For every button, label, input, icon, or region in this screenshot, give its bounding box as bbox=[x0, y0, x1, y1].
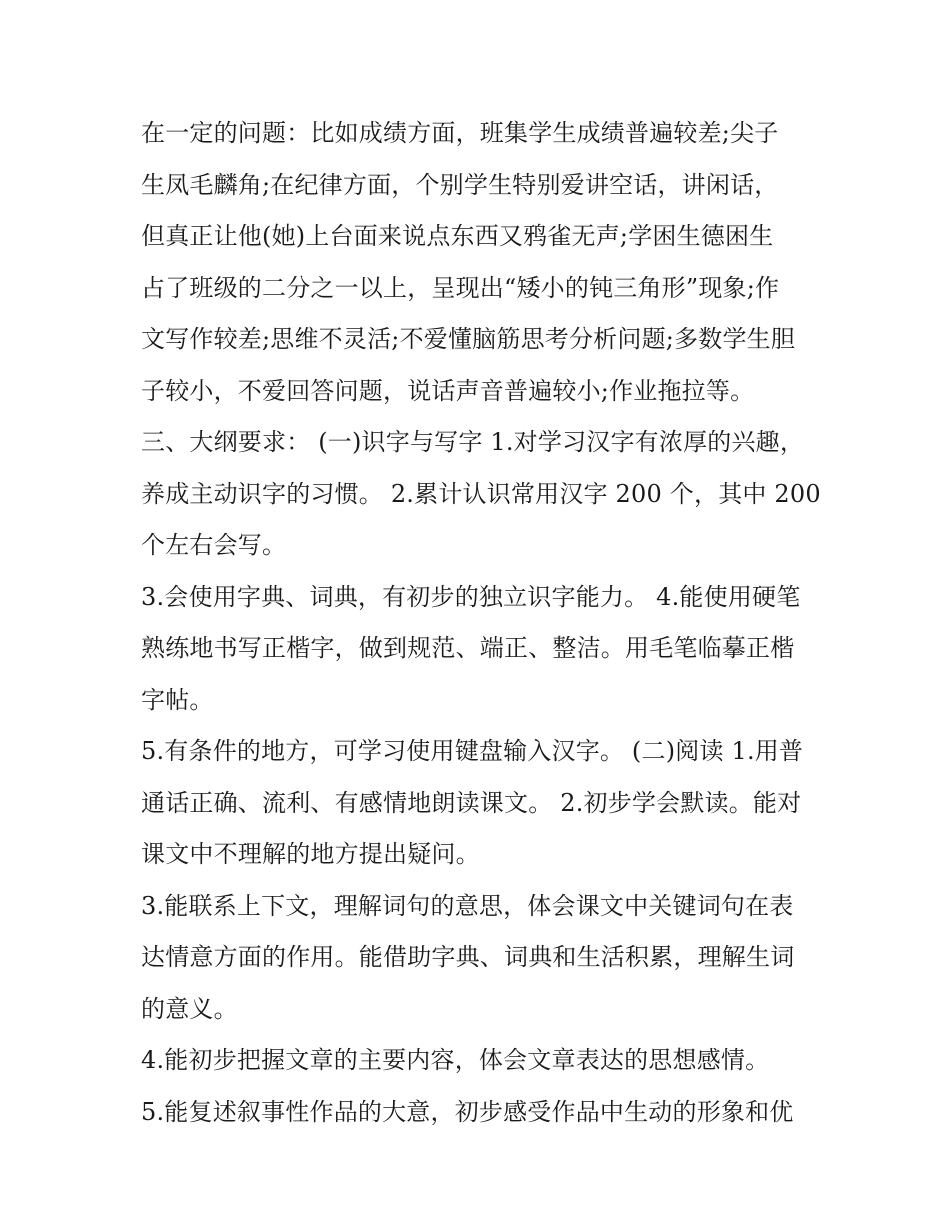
text-line: 养成主动识字的习惯。 2.累计认识常用汉字 200 个，其中 200 bbox=[141, 479, 821, 508]
text-line: 占了班级的二分之一以上，呈现出“矮小的钝三角形”现象;作 bbox=[141, 273, 780, 302]
document-body bbox=[141, 108, 821, 1138]
text-line: 熟练地书写正楷字，做到规范、端正、整洁。用毛笔临摹正楷 bbox=[141, 634, 795, 662]
text-line: 字帖。 bbox=[141, 685, 214, 714]
text-line: 文写作较差;思维不灵活;不爱懂脑筋思考分析问题;多数学生胆 bbox=[141, 325, 796, 353]
text-line: 5.有条件的地方，可学习使用键盘输入汉字。 (二)阅读 1.用普 bbox=[141, 737, 804, 765]
text-line: 课文中不理解的地方提出疑问。 bbox=[141, 840, 480, 868]
text-line: 4.能初步把握文章的主要内容，体会文章表达的思想感情。 bbox=[141, 1046, 770, 1074]
text-line: 3.会使用字典、词典，有初步的独立识字能力。 4.能使用硬笔 bbox=[141, 582, 801, 611]
text-line: 达情意方面的作用。能借助字典、词典和生活积累，理解生词 bbox=[141, 943, 795, 971]
text-line: 但真正让他(她)上台面来说点东西又鸦雀无声;学困生德困生 bbox=[141, 222, 774, 250]
text-line: 子较小，不爱回答问题，说话声音普遍较小;作业拖拉等。 bbox=[141, 376, 755, 405]
text-line: 3.能联系上下文，理解词句的意思，体会课文中关键词句在表 bbox=[141, 891, 794, 920]
text-line: 的意义。 bbox=[141, 994, 238, 1023]
text-line: 个左右会写。 bbox=[141, 531, 287, 559]
text-line: 在一定的问题：比如成绩方面，班集学生成绩普遍较差;尖子 bbox=[141, 119, 779, 147]
text-line: 通话正确、流利、有感情地朗读课文。 2.初步学会默读。能对 bbox=[141, 788, 802, 817]
text-line: 生凤毛麟角;在纪律方面，个别学生特别爱讲空话，讲闲话， bbox=[141, 170, 779, 199]
text-line: 三、大纲要求： (一)识字与写字 1.对学习汉字有浓厚的兴趣， bbox=[141, 428, 805, 456]
text-line: 5.能复述叙事性作品的大意，初步感受作品中生动的形象和优 bbox=[141, 1097, 794, 1126]
